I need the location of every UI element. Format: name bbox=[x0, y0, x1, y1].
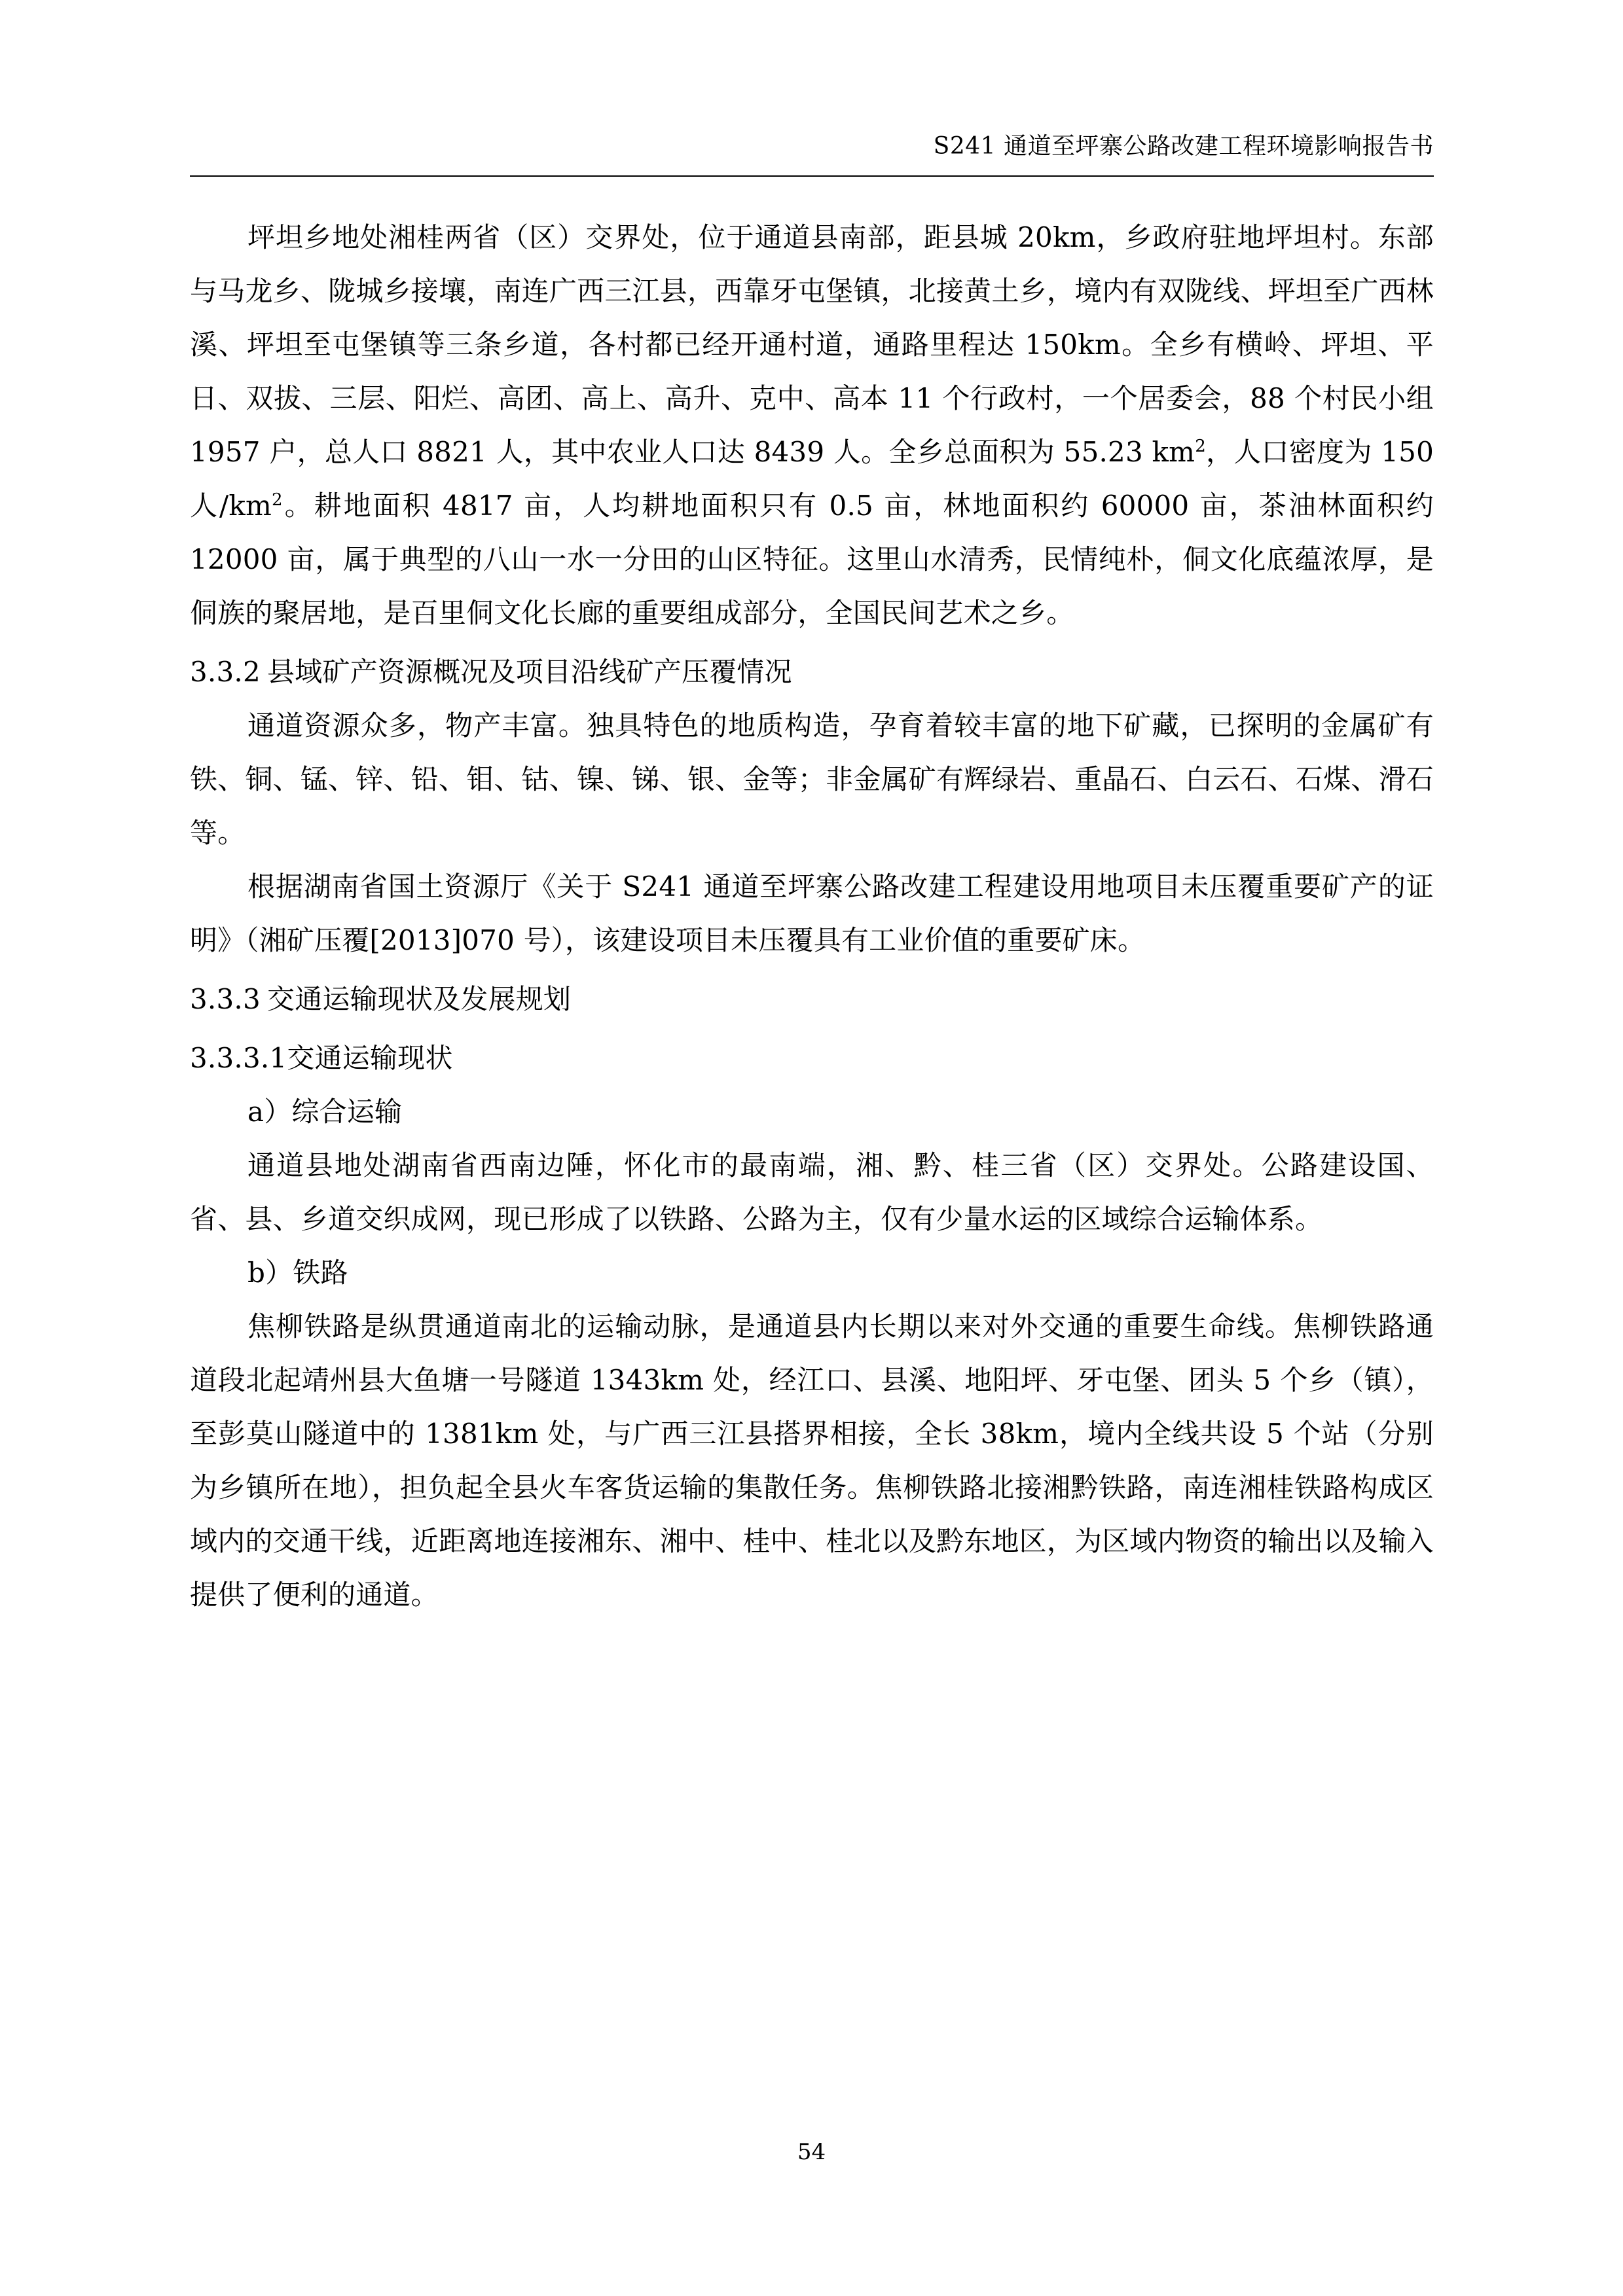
heading-3-3-2-text: 县域矿产资源概况及项目沿线矿产压覆情况 bbox=[267, 656, 792, 688]
superscript-km2-density: 2 bbox=[272, 490, 283, 510]
running-title: S241 通道至坪寨公路改建工程环境影响报告书 bbox=[933, 133, 1434, 160]
paragraph-part-2: ，人口密度为 150 人/km bbox=[190, 436, 1434, 522]
list-item-b-railway: b）铁路 bbox=[247, 1257, 348, 1289]
body-text bbox=[190, 211, 1434, 1622]
list-item-a-comprehensive-transport: a）综合运输 bbox=[247, 1096, 403, 1128]
paragraph-comprehensive-transport: 通道县地处湖南省西南边陲，怀化市的最南端，湘、黔、桂三省（区）交界处。公路建设国、省、县、乡道交织成网，现已形成了以铁路、公路为主，仅有少量水运的区域综合运输体系。 bbox=[190, 1149, 1434, 1235]
heading-3-3-2-number: 3.3.2 bbox=[190, 656, 261, 688]
page-content bbox=[190, 0, 1434, 1622]
heading-3-3-3-1-text: 交通运输现状 bbox=[287, 1042, 453, 1074]
paragraph-pingtan-township bbox=[190, 211, 1434, 640]
paragraph-land-resources-certificate: 根据湖南省国土资源厅《关于 S241 通道至坪寨公路改建工程建设用地项目未压覆重要矿产的证明》（湘矿压覆[2013]070 号），该建设项目未压覆具有工业价值的重要矿床。 bbox=[190, 870, 1434, 956]
heading-3-3-3-1-number: 3.3.3.1 bbox=[190, 1042, 287, 1074]
superscript-km2-area: 2 bbox=[1195, 437, 1206, 456]
page-header bbox=[190, 0, 1434, 161]
heading-3-3-3-text: 交通运输现状及发展规划 bbox=[267, 983, 572, 1015]
heading-3-3-3-1 bbox=[190, 1031, 1434, 1085]
header-divider bbox=[190, 175, 1434, 177]
page-number: 54 bbox=[797, 2139, 826, 2165]
paragraph-part-3: 。耕地面积 4817 亩，人均耕地面积只有 0.5 亩，林地面积约 60000 亩，茶油林面积约 12000 亩，属于典型的八山一水一分田的山区特征。这里山水清秀，民情纯朴，侗文化底蕴浓厚，是侗族的聚居地，是百里侗文化长廊的重要组成部分，全国民间艺术之乡。 bbox=[190, 490, 1434, 629]
paragraph-railway: 焦柳铁路是纵贯通道南北的运输动脉，是通道县内长期以来对外交通的重要生命线。焦柳铁路通道段北起靖州县大鱼塘一号隧道 1343km 处，经江口、县溪、地阳坪、牙屯堡、团头 5 个乡（镇），至彭莫山隧道中的 1381km 处，与广西三江县搭界相接，全长 38km，境内全线共设 5 个站（分别为乡镇所在地），担负起全县火车客货运输的集散任务。焦柳铁路北接湘黔铁路，南连湘桂铁路构成区域内的交通干线，近距离地连接湘东、湘中、桂中、桂北以及黔东地区，为区域内物资的输出以及输入提供了便利的通道。 bbox=[190, 1310, 1434, 1611]
paragraph-part-1: 坪坦乡地处湘桂两省（区）交界处，位于通道县南部，距县城 20km，乡政府驻地坪坦村。东部与马龙乡、陇城乡接壤，南连广西三江县，西靠牙屯堡镇，北接黄土乡，境内有双陇线、坪坦至广西林溪、坪坦至屯堡镇等三条乡道，各村都已经开通村道，通路里程达 150km。全乡有横岭、坪坦、平日、双拔、三层、阳烂、高团、高上、高升、克中、高本 11 个行政村，一个居委会，88 个村民小组 1957 户，总人口 8821 人，其中农业人口达 8439 人。全乡总面积为 55.23 km bbox=[190, 221, 1434, 468]
heading-3-3-3 bbox=[190, 973, 1434, 1026]
heading-3-3-3-number: 3.3.3 bbox=[190, 983, 261, 1015]
paragraph-mineral-resources: 通道资源众多，物产丰富。独具特色的地质构造，孕育着较丰富的地下矿藏，已探明的金属矿有铁、铜、锰、锌、铅、钼、钴、镍、锑、银、金等；非金属矿有辉绿岩、重晶石、白云石、石煤、滑石等。 bbox=[190, 709, 1434, 849]
heading-3-3-2 bbox=[190, 645, 1434, 699]
